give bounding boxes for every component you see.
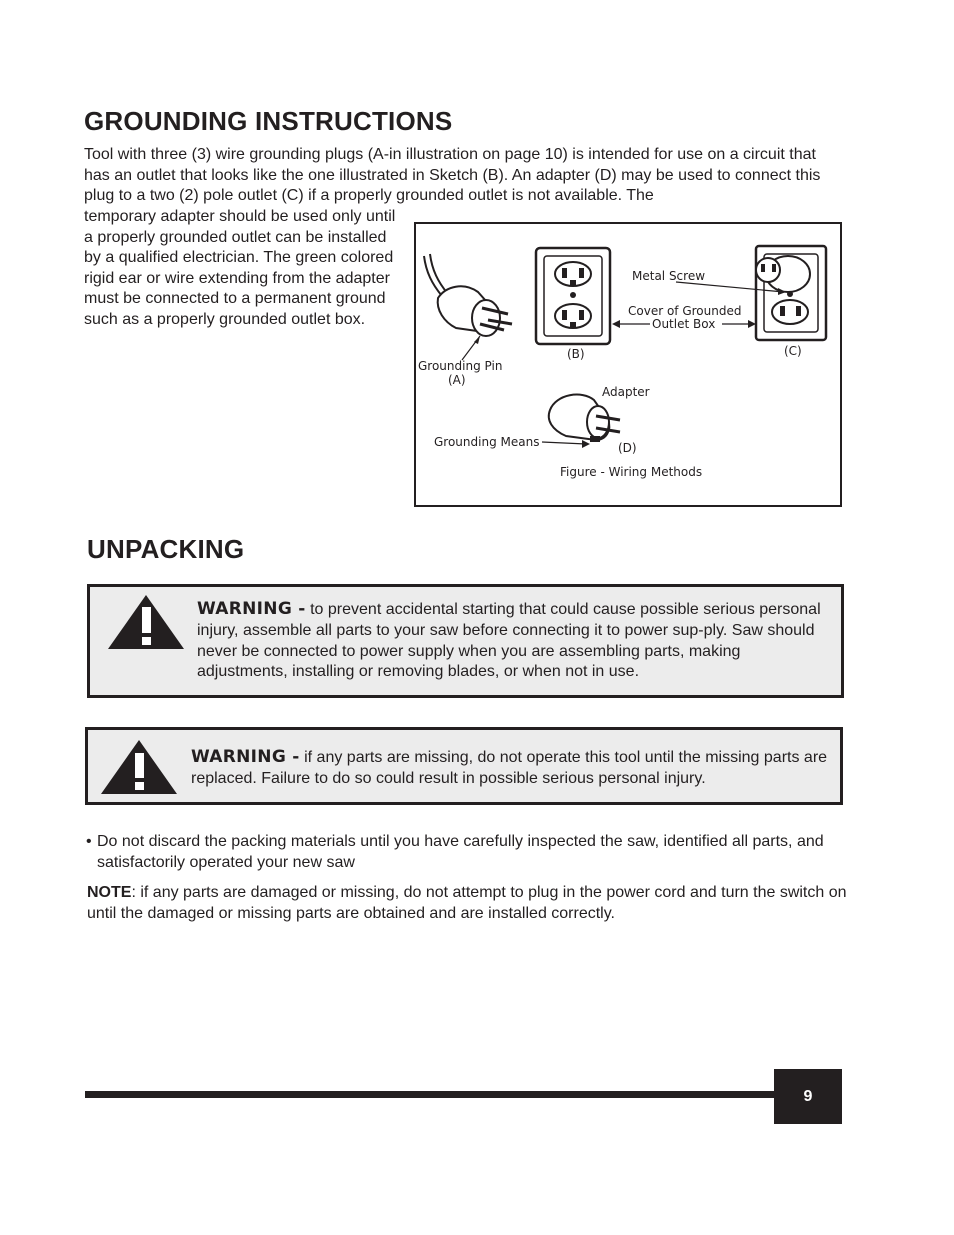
grounding-means-label: Grounding Means xyxy=(434,435,540,449)
grounded-outlet-b xyxy=(536,248,610,344)
footer-rule xyxy=(85,1091,775,1098)
bullet-marker: • xyxy=(86,833,92,850)
two-pole-outlet-c xyxy=(756,246,826,340)
unpacking-title: UNPACKING xyxy=(87,534,245,564)
warning-triangle-icon xyxy=(107,593,185,651)
label-d: (D) xyxy=(618,441,637,455)
label-c: (C) xyxy=(784,344,802,358)
grounding-paragraph: Tool with three (3) wire grounding plugs (A-in illustration on page 10) is intended for use on a circuit that has an outlet that looks like the one illustrated in Sketch (B). An adapter (D) may be used to connect this plug to a two (2) pole outlet (C) if a properly grounded outlet is not available. The xyxy=(84,146,821,205)
grounding-title: GROUNDING INSTRUCTIONS xyxy=(84,106,453,136)
figure-caption: Figure - Wiring Methods xyxy=(560,465,703,479)
warning-title: WARNING - xyxy=(197,599,306,619)
packing-bullet xyxy=(86,832,856,873)
wiring-methods-illustration xyxy=(416,224,840,505)
bullet-text: Do not discard the packing materials until you have carefully inspected the saw, identified all parts, and satisfactorily operated your new saw xyxy=(97,833,824,871)
note-label: NOTE xyxy=(87,884,132,901)
cover-label-line1: Cover of Grounded xyxy=(628,304,742,318)
grounding-paragraph-continued: temporary adapter should be used only until a properly grounded outlet can be installed by a qualified electrician. The green colored rigid ear or wire extending from the adapter must be connected to a permanent ground such as a properly grounded outlet box. xyxy=(84,208,396,328)
power-cord xyxy=(424,256,442,296)
adapter-d xyxy=(549,395,620,442)
page-number: 9 xyxy=(774,1069,842,1124)
warning-text: to prevent accidental starting that could cause possible serious personal injury, assemble all parts to your saw before connecting it to power sup-ply. Saw should never be connected to power supply when you are assembling parts, making adjustments, installing or removing blades, or when not in use. xyxy=(197,601,821,681)
cover-label-line2: Outlet Box xyxy=(652,317,716,331)
note-text: : if any parts are damaged or missing, do not attempt to plug in the power cord and turn the switch on until the damaged or missing parts are obtained and are installed correctly. xyxy=(87,884,847,922)
label-a: (A) xyxy=(448,373,466,387)
warning-box-assembly xyxy=(87,584,844,698)
warning-title: WARNING - xyxy=(191,747,300,767)
power-cord xyxy=(430,254,448,294)
warning-triangle-icon xyxy=(100,739,178,795)
grounding-pin-label: Grounding Pin xyxy=(418,359,503,373)
warning-text: if any parts are missing, do not operate this tool until the missing parts are replaced. Failure to do so could result in possible serious personal injury. xyxy=(191,749,828,787)
adapter-label: Adapter xyxy=(602,385,650,399)
three-prong-plug-a xyxy=(438,286,512,336)
warning-box-missing-parts xyxy=(85,727,843,805)
wiring-methods-figure xyxy=(414,222,842,507)
label-b: (B) xyxy=(567,347,585,361)
metal-screw-label: Metal Screw xyxy=(632,269,706,283)
grounding-means-arrow xyxy=(542,442,586,444)
note-paragraph xyxy=(87,883,847,924)
